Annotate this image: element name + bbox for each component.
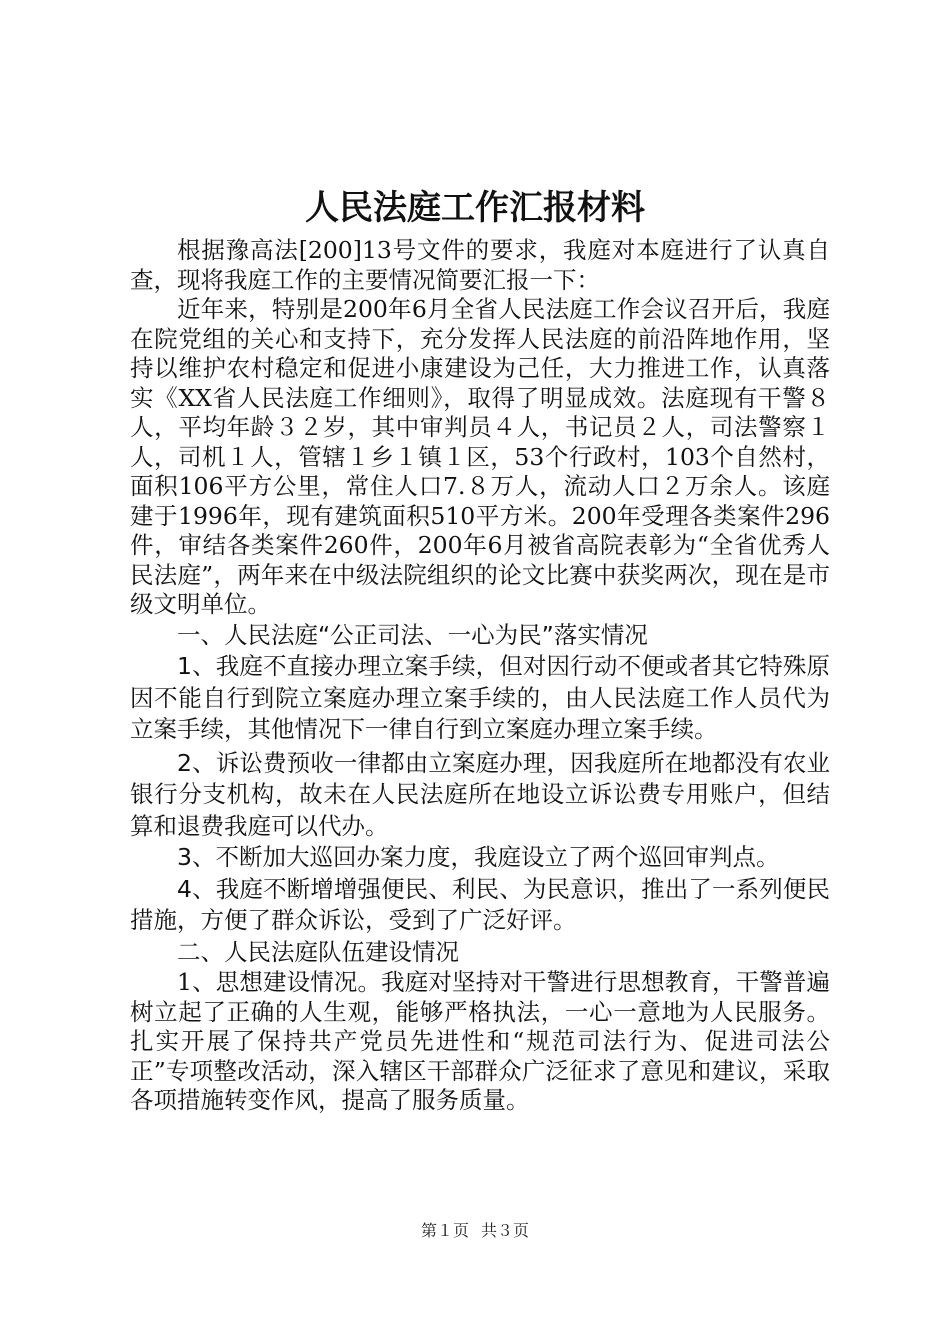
document-title: 人民法庭工作汇报材料 xyxy=(305,188,645,228)
paragraph-thought-building: 1、思想建设情况。我庭对坚持对干警进行思想教育，干警普遍树立起了正确的人生观，能够严格执法，一心一意地为人民服务。扎实开展了保持共产党员先进性和“规范司法行为、促进司法公正”专项整改活动，深入辖区干部群众广泛征求了意见和建议，采取各项措施转变作风，提高了服务质量。 xyxy=(130,968,830,1114)
section-heading-2: 二、人民法庭队伍建设情况 xyxy=(177,937,459,966)
page-total: 共３页 xyxy=(481,1221,530,1240)
page-footer xyxy=(0,1218,950,1241)
paragraph-intro: 根据豫高法[200]13号文件的要求，我庭对本庭进行了认真自查，现将我庭工作的主要情况简要汇报一下： xyxy=(130,236,830,294)
paragraph-overview: 近年来，特别是200年6月全省人民法庭工作会议召开后，我庭在院党组的关心和支持下，充分发挥人民法庭的前沿阵地作用，坚持以维护农村稳定和促进小康建设为己任，大力推进工作，认真落实《XX省人民法庭工作细则》，取得了明显成效。法庭现有干警８人，平均年龄３２岁，其中审判员４人，书记员２人，司法警察１人，司机１人，管辖１乡１镇１区，53个行政村，103个自然村，面积106平方公里，常住人口7.８万人，流动人口２万余人。该庭建于1996年，现有建筑面积510平方米。200年受理各类案件296件，审结各类案件260件，200年6月被省高院表彰为“全省优秀人民法庭”，两年来在中级法院组织的论文比赛中获奖两次，现在是市级文明单位。 xyxy=(130,295,830,618)
section-heading-1: 一、人民法庭“公正司法、一心为民”落实情况 xyxy=(177,620,648,649)
paragraph-item-4: 4、我庭不断增增强便民、利民、为民意识，推出了一系列便民措施，方便了群众诉讼，受到了广泛好评。 xyxy=(130,874,830,934)
paragraph-item-2: 2、诉讼费预收一律都由立案庭办理，因我庭所在地都没有农业银行分支机构，故未在人民法庭所在地设立诉讼费专用账户，但结算和退费我庭可以代办。 xyxy=(130,748,830,840)
paragraph-item-3: 3、不断加大巡回办案力度，我庭设立了两个巡回审判点。 xyxy=(177,843,780,871)
paragraph-item-1: 1、我庭不直接办理立案手续，但对因行动不便或者其它特殊原因不能自行到院立案庭办理立案手续的，由人民法庭工作人员代为立案手续，其他情况下一律自行到立案庭办理立案手续。 xyxy=(130,652,830,743)
page-number: 第１页 xyxy=(420,1221,469,1240)
document-body xyxy=(130,236,830,1116)
